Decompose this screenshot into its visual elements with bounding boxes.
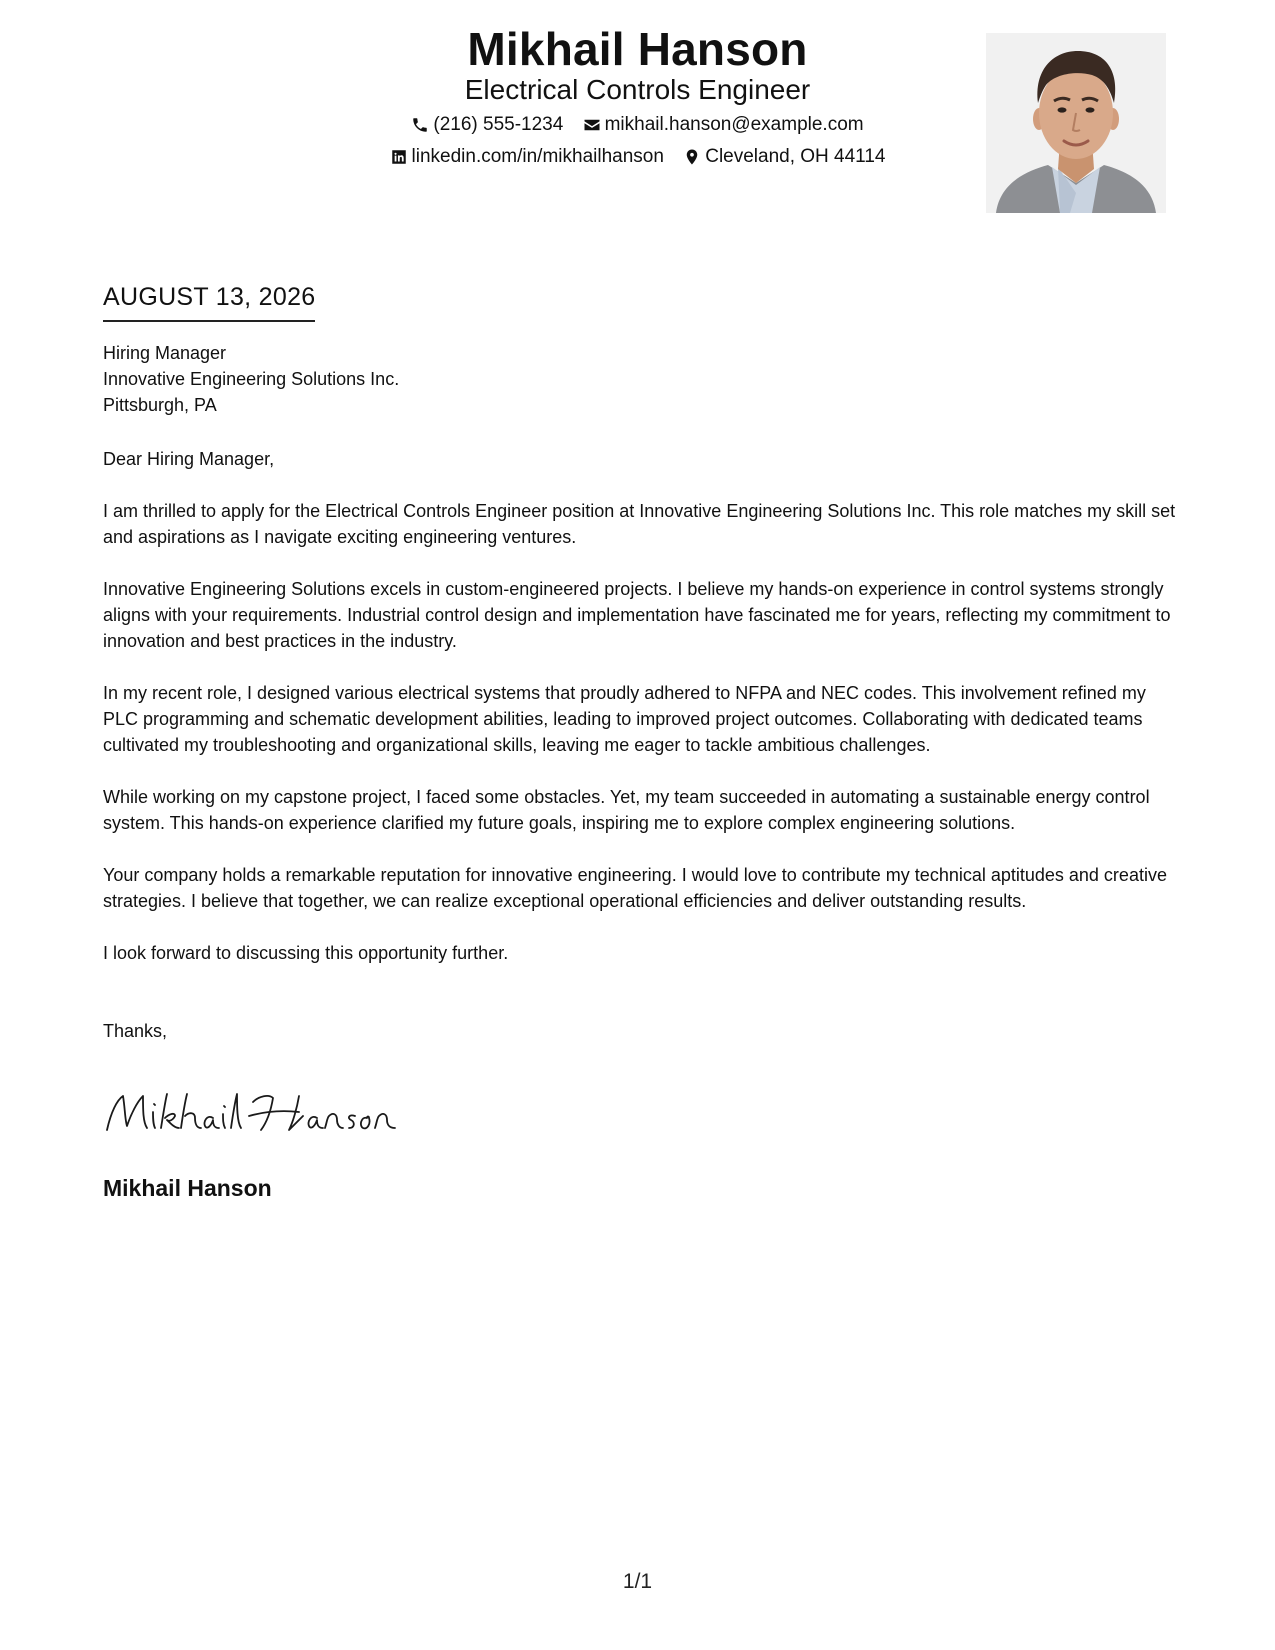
contact-linkedin[interactable] <box>390 144 664 170</box>
map-pin-icon <box>683 148 701 166</box>
closing: Thanks, <box>103 1021 168 1041</box>
location-text: Cleveland, OH 44114 <box>705 146 886 167</box>
linkedin-text: linkedin.com/in/mikhailhanson <box>411 146 664 167</box>
letter-body <box>103 340 1178 1044</box>
contact-phone[interactable] <box>411 112 563 138</box>
body-paragraph: In my recent role, I designed various electrical systems that proudly adhered to NFPA and NEC codes. This involvement refined my PLC programming and schematic development abilities, leading to improved project outcomes. Collaborating with dedicated teams cultivated my troubleshooting and organizational skills, leaving me eager to tackle ambitious challenges. <box>103 683 1146 755</box>
body-paragraph: While working on my capstone project, I faced some obstacles. Yet, my team succeeded in automating a sustainable energy control system. This hands-on experience clarified my future goals, inspiring me to explore complex engineering solutions. <box>103 787 1150 833</box>
contact-location <box>683 144 885 170</box>
phone-icon <box>411 116 429 134</box>
envelope-icon <box>583 116 601 134</box>
contact-email[interactable] <box>583 112 864 138</box>
body-paragraph: Innovative Engineering Solutions excels in custom-engineered projects. I believe my hands-on experience in control systems strongly aligns with your requirements. Industrial control design and implementation have fascinated me for years, reflecting my commitment to innovation and best practices in the industry. <box>103 579 1171 651</box>
profile-photo <box>986 33 1166 213</box>
recipient-line: Innovative Engineering Solutions Inc. <box>103 369 400 389</box>
signed-name: Mikhail Hanson <box>103 1175 272 1201</box>
handwritten-signature <box>103 1082 403 1142</box>
applicant-title: Electrical Controls Engineer <box>464 74 811 105</box>
body-paragraph: I am thrilled to apply for the Electrical Controls Engineer position at Innovative Engineering Solutions Inc. This role matches my skill set and aspirations as I navigate exciting engineering ventures. <box>103 501 1176 547</box>
recipient-line: Pittsburgh, PA <box>103 395 217 415</box>
body-paragraph: I look forward to discussing this opportunity further. <box>103 943 509 963</box>
phone-text: (216) 555-1234 <box>433 114 564 135</box>
page-number: 1/1 <box>622 1570 653 1593</box>
recipient-line: Hiring Manager <box>103 343 227 363</box>
linkedin-icon <box>390 148 408 166</box>
email-text: mikhail.hanson@example.com <box>604 114 864 135</box>
applicant-name: Mikhail Hanson <box>467 23 808 75</box>
salutation: Dear Hiring Manager, <box>103 449 275 469</box>
letter-date: AUGUST 13, 2026 <box>103 280 315 322</box>
recipient-block <box>103 340 1178 418</box>
portrait-image <box>986 33 1166 213</box>
body-paragraph: Your company holds a remarkable reputation for innovative engineering. I would love to contribute my technical aptitudes and creative strategies. I believe that together, we can realize exceptional operational efficiencies and deliver outstanding results. <box>103 865 1167 911</box>
